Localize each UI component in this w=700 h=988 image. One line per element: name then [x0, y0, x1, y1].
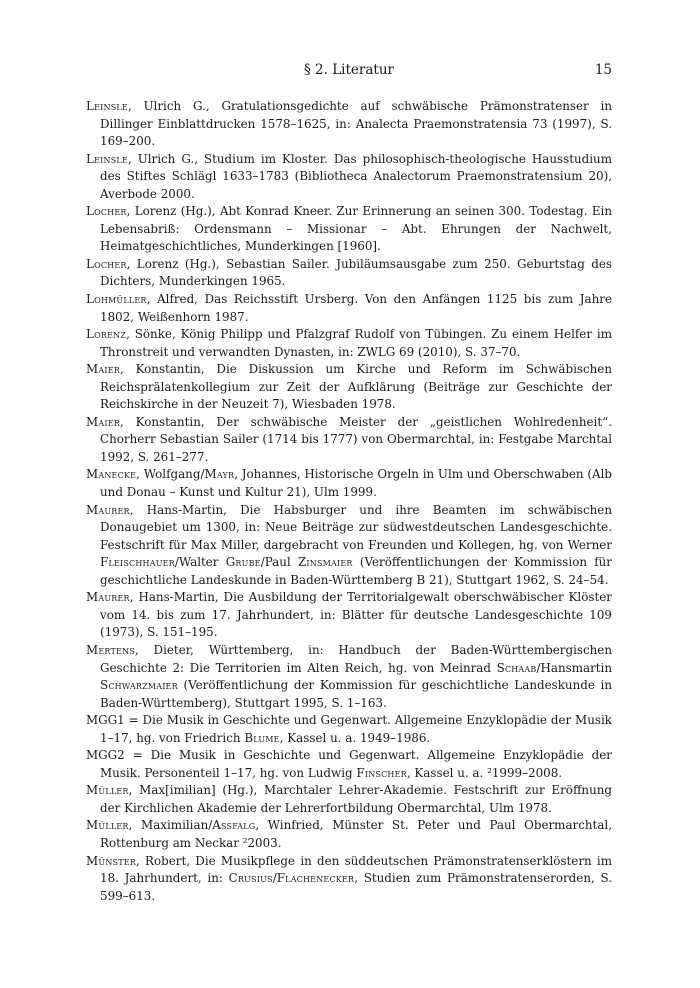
- entry-author: Maier: [86, 414, 120, 429]
- entry-author: Assfalg: [212, 818, 256, 833]
- bibliography-entry: [86, 326, 612, 361]
- entry-text: , Konstantin, Der schwäbische Meister der „geistlichen Wohlredenheit“. Chorherr Sebastian Sailer (1714 bis 1777) von Obermarchtal, in: Festgabe Marchtal 1992, S. 261–277.: [100, 414, 612, 464]
- entry-text: , Lorenz (Hg.), Sebastian Sailer. Jubiläumsausgabe zum 250. Geburtstag des Dichters, Munderkingen 1965.: [100, 256, 612, 289]
- entry-text: , Winfried, Münster St. Peter und Paul Obermarchtal, Rottenburg am Neckar ²2003.: [100, 818, 612, 850]
- entry-text: , Wolfgang/: [136, 467, 205, 482]
- entry-author: Fleischhauer: [100, 555, 175, 570]
- entry-author: Maurer: [86, 590, 130, 605]
- entry-author: Locher: [86, 204, 127, 219]
- bibliography-entry: [86, 291, 612, 326]
- running-title: § 2. Literatur: [304, 62, 394, 78]
- entry-author: Schaab: [496, 660, 537, 675]
- bibliography-entry: [86, 853, 612, 906]
- entry-author: Lohmüller: [86, 292, 147, 307]
- bibliography-entry: [86, 414, 612, 467]
- running-head: [86, 62, 612, 80]
- bibliography-entry: [86, 466, 612, 501]
- bibliography-entry: [86, 817, 612, 852]
- bibliography-entry: [86, 712, 612, 747]
- entry-author: Grube: [225, 555, 261, 570]
- entry-author: Maurer: [86, 502, 130, 517]
- entry-author: Manecke: [86, 467, 137, 482]
- entry-text: , Alfred, Das Reichsstift Ursberg. Von den Anfängen 1125 bis zum Jahre 1802, Weißenhorn 1987.: [100, 292, 612, 324]
- entry-text: , Maximilian/: [128, 818, 213, 833]
- entry-author: Leinsle: [86, 99, 128, 113]
- entry-author: Zinsmaier: [297, 555, 353, 570]
- entry-author: Münster: [86, 853, 136, 868]
- entry-text: , Kassel u. a. 1949–1986.: [279, 730, 431, 745]
- entry-author: Lorenz: [86, 327, 127, 342]
- entry-text: , Dieter, Württemberg, in: Handbuch der Baden-Württembergischen Geschichte 2: Die Territorien im Alten Reich, hg. von Meinrad: [100, 642, 612, 675]
- entry-text: /Paul: [260, 555, 298, 570]
- entry-author: Locher: [86, 256, 127, 271]
- entry-text: , Robert, Die Musikpflege in den süddeutschen Prämonstratenserklöstern im 18. Jahrhundert, in:: [100, 853, 612, 886]
- bibliography-entry: [86, 256, 612, 291]
- entry-text: , Studien zum Prämonstratenserorden, S. 599–613.: [100, 871, 612, 903]
- entry-author: Schwarzmaier: [100, 678, 178, 693]
- bibliography-entry: [86, 203, 612, 256]
- entry-text: , Johannes, Historische Orgeln in Ulm und Oberschwaben (Alb und Donau – Kunst und Kultur 21), Ulm 1999.: [100, 467, 613, 500]
- bibliography-entry: [86, 98, 612, 151]
- bibliography-entry: [86, 502, 612, 590]
- entry-text: , Hans-Martin, Die Habsburger und ihre Beamten im schwäbischen Donaugebiet um 1300, in: Neue Beiträge zur südwestdeutschen Landesgeschichte. Festschrift für Max Miller, dargebracht von Freunden und Kollegen, hg. von Werner: [100, 502, 612, 552]
- entry-author: Crusius: [228, 871, 273, 886]
- entry-text: (Veröffentlichungen der Kommission für geschichtliche Landeskunde in Baden-Württemberg B 21), Stuttgart 1962, S. 24–54.: [100, 555, 612, 587]
- entry-text: , Lorenz (Hg.), Abt Konrad Kneer. Zur Erinnerung an seinen 300. Todestag. Ein Lebensabriß: Ordensmann – Missionar – Abt. Ehrungen der Nachwelt, Heimatgeschichtliches, Munderkingen [1960].: [100, 204, 612, 254]
- bibliography-list: [86, 98, 612, 905]
- entry-text: (Veröffentlichung der Kommission für geschichtliche Landeskunde in Baden-Württemberg), Stuttgart 1995, S. 1–163.: [100, 678, 612, 710]
- page-number: 15: [594, 62, 612, 78]
- entry-text: /: [272, 871, 277, 886]
- bibliography-entry: [86, 361, 612, 414]
- bibliography-entry: [86, 589, 612, 642]
- entry-author: Flachenecker: [276, 871, 355, 886]
- entry-text: , Kassel u. a. ²1999–2008.: [406, 765, 563, 780]
- bibliography-entry: [86, 782, 612, 817]
- entry-author: Müller: [86, 783, 129, 798]
- entry-author: Müller: [86, 818, 129, 833]
- entry-author: Leinsle: [86, 151, 128, 166]
- entry-author: Maier: [86, 362, 120, 377]
- entry-author: Finscher: [356, 765, 407, 780]
- entry-text: , Sönke, König Philipp und Pfalzgraf Rudolf von Tübingen. Zu einem Helfer im Thronstreit und verwandten Dynasten, in: ZWLG 69 (2010), S. 37–70.: [100, 327, 612, 359]
- bibliography-entry: [86, 747, 612, 782]
- entry-text: , Max[imilian] (Hg.), Marchtaler Lehrer-Akademie. Festschrift zur Eröffnung der Kirchlichen Akademie der Lehrerfortbildung Obermarchtal, Ulm 1978.: [100, 783, 612, 815]
- entry-author: Mayr: [204, 467, 235, 482]
- entry-author: Blume: [244, 730, 280, 745]
- entry-text: , Konstantin, Die Diskussion um Kirche und Reform im Schwäbischen Reichsprälatenkollegium zur Zeit der Aufklärung (Beiträge zur Geschichte der Reichskirche in der Neuzeit 7), Wiesbaden 1978.: [100, 362, 612, 412]
- entry-text: , Ulrich G., Gratulationsgedichte auf schwäbische Prämonstratenser in Dillinger Einblattdrucken 1578–1625, in: Analecta Praemonstratensia 73 (1997), S. 169–200.: [100, 99, 612, 149]
- entry-text: /Walter: [174, 555, 226, 570]
- bibliography-entry: [86, 642, 612, 712]
- entry-author: Mertens: [86, 642, 135, 657]
- entry-text: , Hans-Martin, Die Ausbildung der Territorialgewalt oberschwäbischer Klöster vom 14. bis zum 17. Jahrhundert, in: Blätter für deutsche Landesgeschichte 109 (1973), S. 151–195.: [100, 590, 612, 640]
- entry-text: , Ulrich G., Studium im Kloster. Das philosophisch-theologische Hausstudium des Stiftes Schlägl 1633–1783 (Bibliotheca Analectorum Praemonstratensium 20), Averbode 2000.: [100, 151, 612, 201]
- entry-text: MGG2 = Die Musik in Geschichte und Gegenwart. Allgemeine Enzyklopädie der Musik. Personenteil 1–17, hg. von Ludwig: [86, 748, 612, 780]
- entry-text: /Hansmartin: [536, 660, 612, 675]
- bibliography-entry: [86, 151, 612, 204]
- entry-text: MGG1 = Die Musik in Geschichte und Gegenwart. Allgemeine Enzyklopädie der Musik 1–17, hg. von Friedrich: [86, 713, 612, 745]
